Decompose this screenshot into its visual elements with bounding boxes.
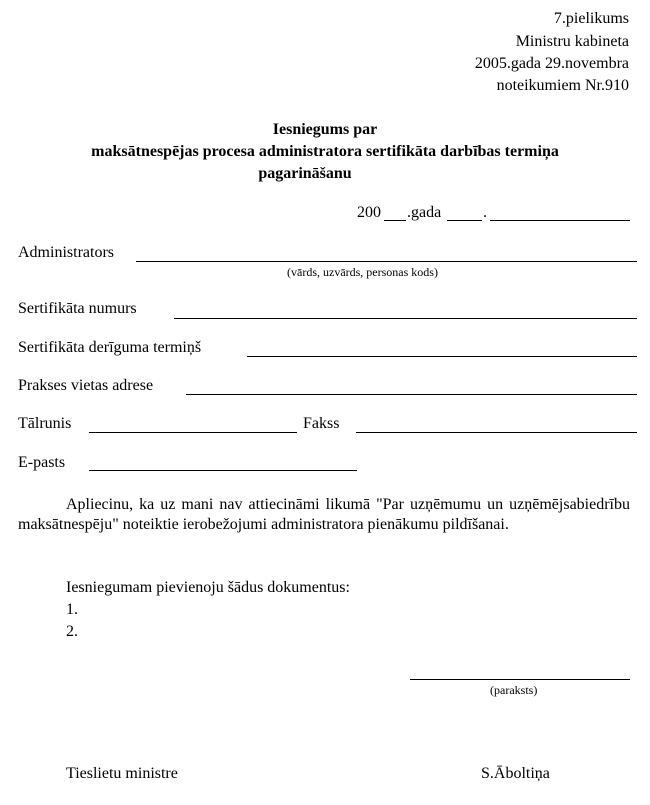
- statement-paragraph: Apliecinu, ka uz mani nav attiecināmi likumā "Par uzņēmumu un uzņēmējsabiedrību maksātnespēju" noteiktie ierobežojumi administratora pienākumu pildīšanai.: [18, 496, 630, 533]
- cert-number-label: Sertifikāta numurs: [18, 300, 137, 317]
- attachment-item-1: 1.: [66, 601, 78, 618]
- annex-date: 2005.gada 29.novembra: [474, 55, 629, 72]
- fax-field[interactable]: [356, 432, 637, 433]
- title-line-2: maksātnespējas procesa administratora sertifikāta darbības termiņa: [91, 143, 559, 160]
- minister-name: S.Āboltiņa: [481, 765, 550, 782]
- date-year-prefix: 200: [357, 204, 381, 221]
- phone-label: Tālrunis: [18, 415, 72, 432]
- attachments-intro: Iesniegumam pievienoju šādus dokumentus:: [66, 579, 350, 596]
- date-year-field[interactable]: [384, 220, 406, 221]
- annex-issuer: Ministru kabineta: [515, 33, 629, 50]
- administrators-label: Administrators: [18, 244, 114, 261]
- administrators-field[interactable]: [136, 261, 637, 262]
- practice-address-field[interactable]: [186, 394, 637, 395]
- signature-field[interactable]: [410, 679, 630, 680]
- date-day-field[interactable]: [447, 220, 482, 221]
- cert-validity-field[interactable]: [247, 356, 637, 357]
- annex-regulation: noteikumiem Nr.910: [496, 77, 629, 94]
- cert-number-field[interactable]: [174, 318, 637, 319]
- fax-label: Fakss: [303, 415, 340, 432]
- email-label: E-pasts: [18, 454, 66, 471]
- title-line-3: pagarināšanu: [258, 165, 352, 182]
- phone-field[interactable]: [89, 432, 297, 433]
- attachment-item-2: 2.: [66, 623, 78, 640]
- minister-position: Tieslietu ministre: [66, 765, 178, 782]
- practice-address-label: Prakses vietas adrese: [18, 377, 154, 394]
- signature-hint: (paraksts): [490, 683, 538, 697]
- date-dot: .: [483, 204, 487, 221]
- administrators-hint: (vārds, uzvārds, personas kods): [287, 265, 438, 279]
- date-month-field[interactable]: [490, 220, 630, 221]
- title-line-1: Iesniegums par: [272, 121, 378, 138]
- email-field[interactable]: [89, 470, 357, 471]
- date-gada-label: .gada: [407, 204, 442, 221]
- cert-validity-label: Sertifikāta derīguma termiņš: [18, 339, 202, 356]
- annex-number: 7.pielikums: [553, 10, 629, 27]
